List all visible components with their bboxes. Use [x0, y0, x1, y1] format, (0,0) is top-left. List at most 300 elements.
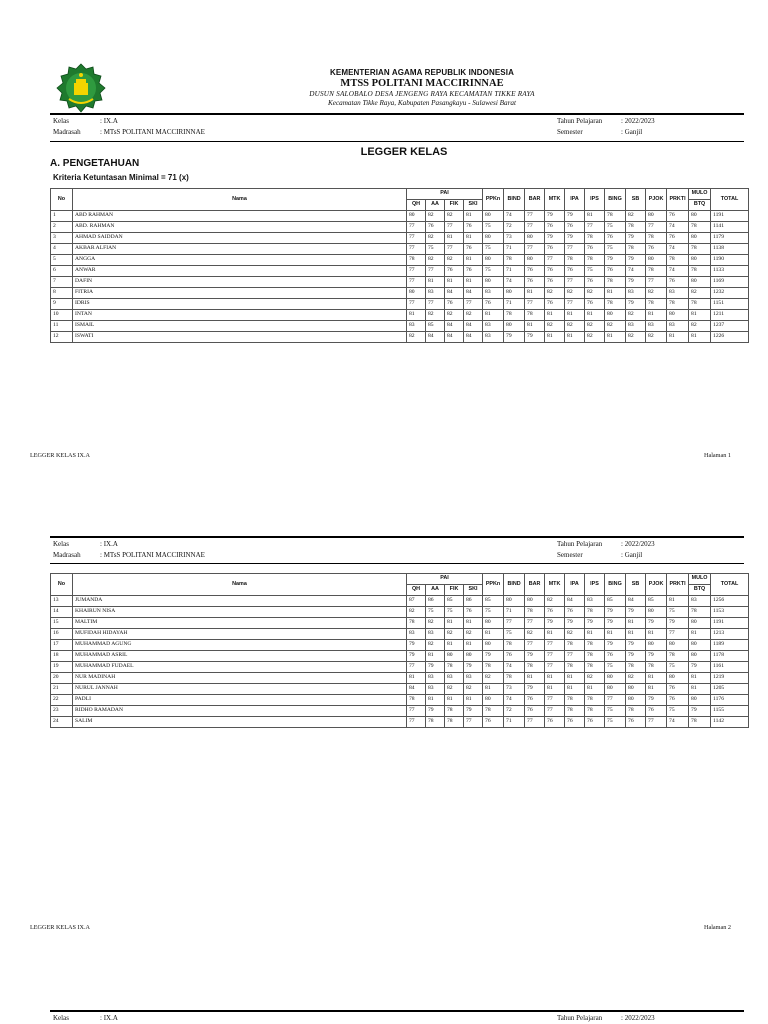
grade-cell: 79 [565, 618, 585, 629]
grade-cell: 80 [525, 596, 545, 607]
grade-cell: 82 [605, 321, 626, 332]
grade-cell: 76 [545, 717, 565, 728]
row-number: 15 [51, 618, 73, 629]
grade-cell: 80 [525, 255, 545, 266]
grade-cell: 85 [646, 596, 667, 607]
student-name: FITRIA [73, 288, 407, 299]
row-number: 1 [51, 211, 73, 222]
table-row [51, 717, 749, 728]
grade-cell: 79 [545, 211, 565, 222]
grade-cell: 78 [585, 706, 605, 717]
grade-cell: 80 [483, 695, 504, 706]
col-mulo: MULO [689, 189, 711, 200]
total-score: 1153 [711, 607, 749, 618]
grade-cell: 83 [464, 673, 483, 684]
grade-cell: 76 [667, 277, 689, 288]
row-number: 24 [51, 717, 73, 728]
grade-cell: 81 [585, 684, 605, 695]
grade-cell: 82 [585, 321, 605, 332]
col-total: TOTAL [711, 189, 749, 211]
grade-cell: 77 [407, 717, 426, 728]
grade-cell: 76 [646, 706, 667, 717]
grade-cell: 79 [464, 706, 483, 717]
grade-cell: 81 [565, 673, 585, 684]
grade-cell: 82 [585, 288, 605, 299]
page3-top-rule [50, 1010, 744, 1012]
footer-page-number-2: Halaman 2 [704, 924, 731, 931]
grade-cell: 82 [626, 673, 646, 684]
grade-cell: 83 [483, 321, 504, 332]
p2-info-kelas [53, 539, 118, 549]
grade-cell: 79 [605, 618, 626, 629]
grade-cell: 77 [407, 662, 426, 673]
grade-cell: 79 [626, 651, 646, 662]
grade-cell: 79 [626, 233, 646, 244]
total-score: 1169 [711, 277, 749, 288]
grade-cell: 79 [626, 607, 646, 618]
grade-cell: 81 [525, 321, 545, 332]
grade-cell: 80 [689, 277, 711, 288]
grade-cell: 83 [407, 321, 426, 332]
grade-cell: 76 [667, 695, 689, 706]
student-name: MUHAMMAD AGUNG [73, 640, 407, 651]
p2-col-mtk: MTK [545, 574, 565, 596]
school-region: Kecamatan Tikke Raya, Kabupaten Pasangkayu - Sulawesi Barat [327, 99, 517, 107]
p2-col-fik: FIK [445, 585, 464, 596]
grade-cell: 80 [646, 607, 667, 618]
grade-cell: 76 [545, 277, 565, 288]
grade-cell: 80 [689, 211, 711, 222]
grade-cell: 82 [407, 607, 426, 618]
row-number: 3 [51, 233, 73, 244]
col-ipa: IPA [565, 189, 585, 211]
grade-cell: 76 [525, 266, 545, 277]
p2-tahun-label: Tahun Pelajaran [557, 540, 603, 548]
grade-cell: 81 [483, 629, 504, 640]
col-pjok: PJOK [646, 189, 667, 211]
grade-cell: 80 [483, 640, 504, 651]
grade-cell: 81 [483, 310, 504, 321]
grade-cell: 78 [585, 662, 605, 673]
grade-cell: 75 [426, 244, 445, 255]
row-number: 7 [51, 277, 73, 288]
grade-cell: 81 [646, 310, 667, 321]
grade-cell: 76 [464, 222, 483, 233]
grade-cell: 80 [504, 596, 525, 607]
grade-cell: 82 [626, 211, 646, 222]
grade-cell: 78 [689, 266, 711, 277]
grade-cell: 83 [585, 596, 605, 607]
page2-top-rule [50, 536, 744, 538]
grade-cell: 84 [464, 288, 483, 299]
col-fik: FIK [445, 200, 464, 211]
grade-cell: 78 [689, 717, 711, 728]
p3-kelas-value: : IX.A [100, 1014, 118, 1022]
p2-col-pjok: PJOK [646, 574, 667, 596]
table-row [51, 277, 749, 288]
grade-cell: 80 [483, 277, 504, 288]
p2-info-madrasah [53, 550, 205, 560]
grade-cell: 78 [689, 299, 711, 310]
grade-cell: 76 [605, 266, 626, 277]
grade-cell: 77 [545, 651, 565, 662]
grade-cell: 77 [565, 277, 585, 288]
grade-cell: 78 [565, 255, 585, 266]
grade-cell: 81 [689, 673, 711, 684]
grade-cell: 81 [646, 684, 667, 695]
p2-col-ipa: IPA [565, 574, 585, 596]
table-row [51, 695, 749, 706]
grade-cell: 79 [545, 233, 565, 244]
table-row [51, 673, 749, 684]
grade-cell: 74 [504, 662, 525, 673]
total-score: 1151 [711, 299, 749, 310]
grade-cell: 79 [426, 662, 445, 673]
kelas-label: Kelas [53, 117, 69, 125]
grade-cell: 75 [667, 607, 689, 618]
grade-cell: 83 [445, 673, 464, 684]
grade-cell: 77 [646, 222, 667, 233]
grade-cell: 83 [407, 629, 426, 640]
student-name: MUHAMMAD FUDAEL [73, 662, 407, 673]
grade-cell: 75 [605, 717, 626, 728]
grade-cell: 80 [689, 618, 711, 629]
student-name: SALIM [73, 717, 407, 728]
p3-info-kelas [53, 1013, 118, 1023]
table-row [51, 706, 749, 717]
grade-cell: 82 [426, 310, 445, 321]
grade-cell: 72 [504, 706, 525, 717]
p2-col-ppkn: PPKn [483, 574, 504, 596]
student-name: KHAIRUN NISA [73, 607, 407, 618]
grade-cell: 85 [605, 596, 626, 607]
table-row [51, 640, 749, 651]
grade-cell: 81 [407, 673, 426, 684]
table-row [51, 255, 749, 266]
grade-cell: 76 [565, 607, 585, 618]
p2-col-bing: BING [605, 574, 626, 596]
row-number: 8 [51, 288, 73, 299]
grade-cell: 78 [605, 299, 626, 310]
grade-cell: 78 [667, 299, 689, 310]
grade-cell: 77 [407, 222, 426, 233]
grade-cell: 76 [646, 244, 667, 255]
table-row [51, 299, 749, 310]
grade-cell: 83 [483, 332, 504, 343]
grade-cell: 78 [605, 277, 626, 288]
grade-cell: 84 [407, 684, 426, 695]
grade-cell: 79 [464, 662, 483, 673]
grade-cell: 80 [667, 640, 689, 651]
grade-cell: 80 [407, 211, 426, 222]
grade-cell: 79 [483, 651, 504, 662]
grade-cell: 83 [426, 673, 445, 684]
grade-cell: 77 [565, 299, 585, 310]
grade-cell: 75 [605, 244, 626, 255]
p3-tahun-value: : 2022/2023 [621, 1014, 655, 1022]
p2-info-divider [50, 563, 744, 564]
grade-cell: 79 [504, 332, 525, 343]
grade-cell: 77 [646, 277, 667, 288]
tahun-label: Tahun Pelajaran [557, 117, 603, 125]
grade-cell: 81 [545, 332, 565, 343]
grade-cell: 77 [565, 651, 585, 662]
row-number: 18 [51, 651, 73, 662]
grade-cell: 82 [565, 321, 585, 332]
grade-cell: 80 [626, 695, 646, 706]
grade-cell: 81 [445, 277, 464, 288]
grades-table-page1 [50, 188, 749, 343]
student-name: MALTIM [73, 618, 407, 629]
grade-cell: 76 [667, 211, 689, 222]
school-address: DUSUN SALOBALO DESA JENGENG RAYA KECAMATAN TIKKE RAYA [309, 90, 535, 98]
madrasah-label: Madrasah [53, 128, 81, 136]
row-number: 2 [51, 222, 73, 233]
grade-cell: 75 [445, 607, 464, 618]
grade-cell: 79 [689, 662, 711, 673]
grade-cell: 77 [545, 662, 565, 673]
grade-cell: 77 [407, 299, 426, 310]
table-row [51, 222, 749, 233]
grade-cell: 77 [545, 255, 565, 266]
grade-cell: 76 [545, 222, 565, 233]
grade-cell: 77 [525, 211, 545, 222]
grade-cell: 81 [689, 310, 711, 321]
grade-cell: 76 [585, 299, 605, 310]
grade-cell: 79 [626, 255, 646, 266]
total-score: 1142 [711, 717, 749, 728]
grade-cell: 87 [407, 596, 426, 607]
grade-cell: 83 [483, 288, 504, 299]
grade-cell: 76 [605, 233, 626, 244]
tahun-value: : 2022/2023 [621, 117, 655, 125]
grade-cell: 79 [407, 640, 426, 651]
grade-cell: 76 [585, 277, 605, 288]
grade-cell: 75 [504, 629, 525, 640]
student-name: AHMAD SAIDDAN [73, 233, 407, 244]
grade-cell: 81 [525, 288, 545, 299]
col-bind: BIND [504, 189, 525, 211]
grade-cell: 78 [565, 695, 585, 706]
grade-cell: 74 [626, 266, 646, 277]
grade-cell: 77 [545, 706, 565, 717]
grade-cell: 77 [407, 266, 426, 277]
table-row [51, 233, 749, 244]
grade-cell: 77 [646, 717, 667, 728]
student-name: ANWAR [73, 266, 407, 277]
p2-kelas-value: : IX.A [100, 540, 118, 548]
grade-cell: 78 [689, 607, 711, 618]
col-pai: PAI [407, 189, 483, 200]
row-number: 11 [51, 321, 73, 332]
grade-cell: 82 [445, 255, 464, 266]
grade-cell: 80 [646, 255, 667, 266]
grade-cell: 82 [545, 288, 565, 299]
grade-cell: 79 [525, 651, 545, 662]
total-score: 1226 [711, 332, 749, 343]
semester-value: : Ganjil [621, 128, 643, 136]
grade-cell: 81 [689, 332, 711, 343]
grade-cell: 85 [426, 321, 445, 332]
grade-cell: 76 [525, 706, 545, 717]
grade-cell: 71 [504, 244, 525, 255]
grade-cell: 76 [545, 266, 565, 277]
grade-cell: 84 [445, 288, 464, 299]
grade-cell: 80 [483, 211, 504, 222]
grade-cell: 76 [605, 651, 626, 662]
grade-cell: 78 [667, 255, 689, 266]
col-no: No [51, 189, 73, 211]
grade-cell: 81 [585, 310, 605, 321]
grade-cell: 80 [689, 651, 711, 662]
grade-cell: 78 [689, 222, 711, 233]
grade-cell: 78 [504, 673, 525, 684]
grade-cell: 77 [445, 222, 464, 233]
grade-cell: 76 [585, 244, 605, 255]
col-prkti: PRKTI [667, 189, 689, 211]
grade-cell: 78 [646, 299, 667, 310]
grade-cell: 77 [464, 717, 483, 728]
grade-cell: 76 [445, 266, 464, 277]
grade-cell: 81 [646, 629, 667, 640]
grade-cell: 81 [483, 684, 504, 695]
total-score: 1232 [711, 288, 749, 299]
grade-cell: 79 [426, 706, 445, 717]
grade-cell: 77 [545, 695, 565, 706]
grade-cell: 75 [667, 662, 689, 673]
grade-cell: 79 [667, 618, 689, 629]
grade-cell: 81 [445, 233, 464, 244]
grade-cell: 77 [525, 299, 545, 310]
grade-cell: 72 [504, 222, 525, 233]
grade-cell: 78 [407, 255, 426, 266]
student-name: AKBAR ALFIAN [73, 244, 407, 255]
grade-cell: 78 [504, 640, 525, 651]
grade-cell: 77 [445, 244, 464, 255]
grade-cell: 76 [545, 299, 565, 310]
grade-cell: 80 [646, 211, 667, 222]
student-name: NURUL JANNAH [73, 684, 407, 695]
info-kelas [53, 116, 118, 126]
grade-cell: 82 [545, 596, 565, 607]
grade-cell: 80 [667, 310, 689, 321]
grade-cell: 80 [445, 651, 464, 662]
table-row [51, 684, 749, 695]
total-score: 1213 [711, 629, 749, 640]
col-sb: SB [626, 189, 646, 211]
grade-cell: 79 [605, 255, 626, 266]
total-score: 1211 [711, 310, 749, 321]
grade-cell: 82 [426, 640, 445, 651]
grade-cell: 80 [483, 255, 504, 266]
grade-cell: 78 [445, 706, 464, 717]
grade-cell: 78 [585, 640, 605, 651]
p2-tahun-value: : 2022/2023 [621, 540, 655, 548]
grade-cell: 80 [483, 618, 504, 629]
section-heading: A. PENGETAHUAN [50, 158, 140, 169]
p2-col-mulo: MULO [689, 574, 711, 585]
grade-cell: 78 [565, 706, 585, 717]
grade-cell: 79 [605, 640, 626, 651]
grade-cell: 81 [464, 255, 483, 266]
grade-cell: 75 [585, 266, 605, 277]
grade-cell: 78 [626, 706, 646, 717]
grade-cell: 83 [626, 288, 646, 299]
grade-cell: 81 [464, 695, 483, 706]
grade-cell: 83 [426, 629, 445, 640]
grade-cell: 79 [689, 706, 711, 717]
col-ppkn: PPKn [483, 189, 504, 211]
grade-cell: 79 [565, 233, 585, 244]
grade-cell: 81 [464, 233, 483, 244]
total-score: 1189 [711, 640, 749, 651]
student-name: DAFIN [73, 277, 407, 288]
total-score: 1256 [711, 596, 749, 607]
grade-cell: 71 [504, 299, 525, 310]
grade-cell: 76 [483, 717, 504, 728]
grade-cell: 81 [407, 310, 426, 321]
grade-cell: 82 [626, 332, 646, 343]
grade-cell: 80 [689, 695, 711, 706]
total-score: 1138 [711, 244, 749, 255]
total-score: 1205 [711, 684, 749, 695]
grade-cell: 78 [585, 695, 605, 706]
grade-cell: 75 [667, 706, 689, 717]
col-bar: BAR [525, 189, 545, 211]
student-name: ABD RAHMAN [73, 211, 407, 222]
school-name: MTSS POLITANI MACCIRINNAE [340, 78, 504, 89]
grade-cell: 84 [565, 596, 585, 607]
grade-cell: 80 [464, 651, 483, 662]
kelas-value: : IX.A [100, 117, 118, 125]
grade-cell: 77 [565, 244, 585, 255]
total-score: 1133 [711, 266, 749, 277]
grade-cell: 81 [426, 277, 445, 288]
grade-cell: 78 [504, 310, 525, 321]
grade-cell: 75 [483, 607, 504, 618]
grade-cell: 81 [565, 310, 585, 321]
row-number: 4 [51, 244, 73, 255]
grade-cell: 81 [605, 332, 626, 343]
grade-cell: 76 [667, 233, 689, 244]
student-name: ANGGA [73, 255, 407, 266]
grade-cell: 80 [626, 684, 646, 695]
grade-cell: 80 [689, 640, 711, 651]
grade-cell: 78 [525, 310, 545, 321]
grade-cell: 81 [426, 695, 445, 706]
grade-cell: 79 [585, 618, 605, 629]
grade-cell: 81 [545, 310, 565, 321]
grade-cell: 81 [689, 684, 711, 695]
grade-cell: 79 [565, 211, 585, 222]
grade-cell: 81 [585, 211, 605, 222]
student-name: ABD. RAHMAN [73, 222, 407, 233]
grade-cell: 84 [426, 332, 445, 343]
kkm-note: Kriteria Ketuntasan Minimal = 71 (x) [53, 173, 189, 182]
total-score: 1237 [711, 321, 749, 332]
footer-label-page2: LEGGER KELAS IX.A [30, 924, 90, 931]
grade-cell: 80 [605, 310, 626, 321]
p2-col-aa: AA [426, 585, 445, 596]
col-qh: QH [407, 200, 426, 211]
grade-cell: 81 [464, 640, 483, 651]
grade-cell: 78 [483, 662, 504, 673]
total-score: 1176 [711, 695, 749, 706]
grade-cell: 75 [483, 266, 504, 277]
grade-cell: 81 [605, 288, 626, 299]
col-ski: SKI [464, 200, 483, 211]
grade-cell: 82 [407, 332, 426, 343]
